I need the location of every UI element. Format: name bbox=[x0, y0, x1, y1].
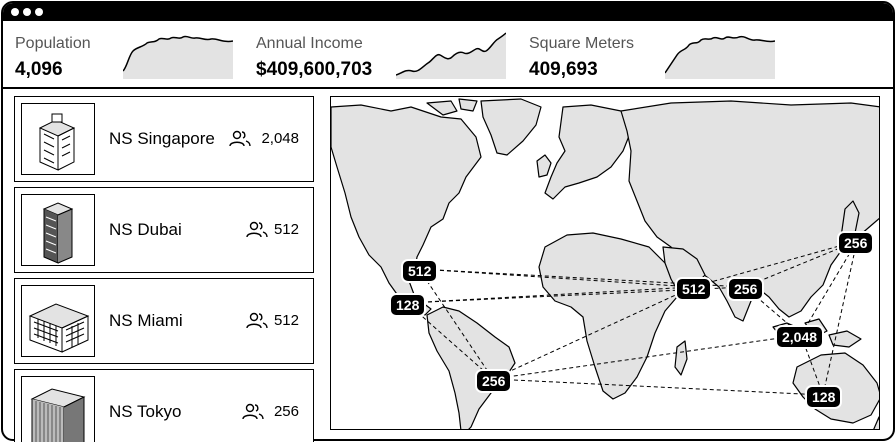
map-badge-dubai[interactable]: 512 bbox=[675, 277, 712, 301]
map-badge-tokyo[interactable]: 256 bbox=[837, 231, 874, 255]
location-count: 512 bbox=[273, 312, 299, 329]
stat-value: 409,693 bbox=[529, 59, 598, 80]
building-thumbnail bbox=[21, 194, 95, 266]
stat-label: Square Meters bbox=[529, 35, 634, 52]
world-map[interactable] bbox=[330, 96, 880, 430]
location-count: 256 bbox=[273, 403, 299, 420]
building-icon bbox=[22, 104, 95, 175]
annual-income-sparkline bbox=[396, 31, 506, 79]
location-card-miami[interactable] bbox=[14, 278, 314, 364]
building-icon bbox=[22, 377, 95, 442]
people-icon bbox=[242, 402, 264, 420]
population-sparkline bbox=[123, 31, 233, 79]
location-count: 2,048 bbox=[261, 130, 299, 147]
people-icon bbox=[246, 220, 268, 238]
building-thumbnail bbox=[21, 285, 95, 357]
map-badge-latam[interactable]: 128 bbox=[389, 293, 426, 317]
title-bar bbox=[3, 3, 893, 21]
stats-bar bbox=[3, 21, 893, 89]
location-card-singapore[interactable] bbox=[14, 96, 314, 182]
location-name: NS Miami bbox=[109, 311, 183, 330]
location-count: 512 bbox=[273, 221, 299, 238]
stat-value: $409,600,703 bbox=[256, 59, 373, 80]
location-card-dubai[interactable] bbox=[14, 187, 314, 273]
map-badge-brazil[interactable]: 256 bbox=[475, 369, 512, 393]
location-name: NS Singapore bbox=[109, 129, 215, 148]
square-meters-sparkline bbox=[665, 31, 775, 79]
building-thumbnail bbox=[21, 376, 95, 442]
map-badge-australia[interactable]: 128 bbox=[805, 385, 842, 409]
location-card-tokyo[interactable] bbox=[14, 369, 314, 442]
map-badge-india[interactable]: 256 bbox=[727, 277, 764, 301]
building-icon bbox=[22, 195, 95, 266]
building-icon bbox=[22, 286, 95, 357]
window-minimize-dot[interactable] bbox=[23, 8, 31, 16]
window-maximize-dot[interactable] bbox=[35, 8, 43, 16]
map-badge-singapore[interactable]: 2,048 bbox=[775, 325, 824, 349]
building-thumbnail bbox=[21, 103, 95, 175]
people-icon bbox=[229, 129, 251, 147]
people-icon bbox=[246, 311, 268, 329]
stat-label: Annual Income bbox=[256, 35, 363, 52]
stat-label: Population bbox=[15, 35, 91, 52]
stat-value: 4,096 bbox=[15, 59, 63, 80]
location-name: NS Tokyo bbox=[109, 402, 182, 421]
window-close-dot[interactable] bbox=[11, 8, 19, 16]
map-badge-miami[interactable]: 512 bbox=[401, 259, 438, 283]
location-name: NS Dubai bbox=[109, 220, 182, 239]
